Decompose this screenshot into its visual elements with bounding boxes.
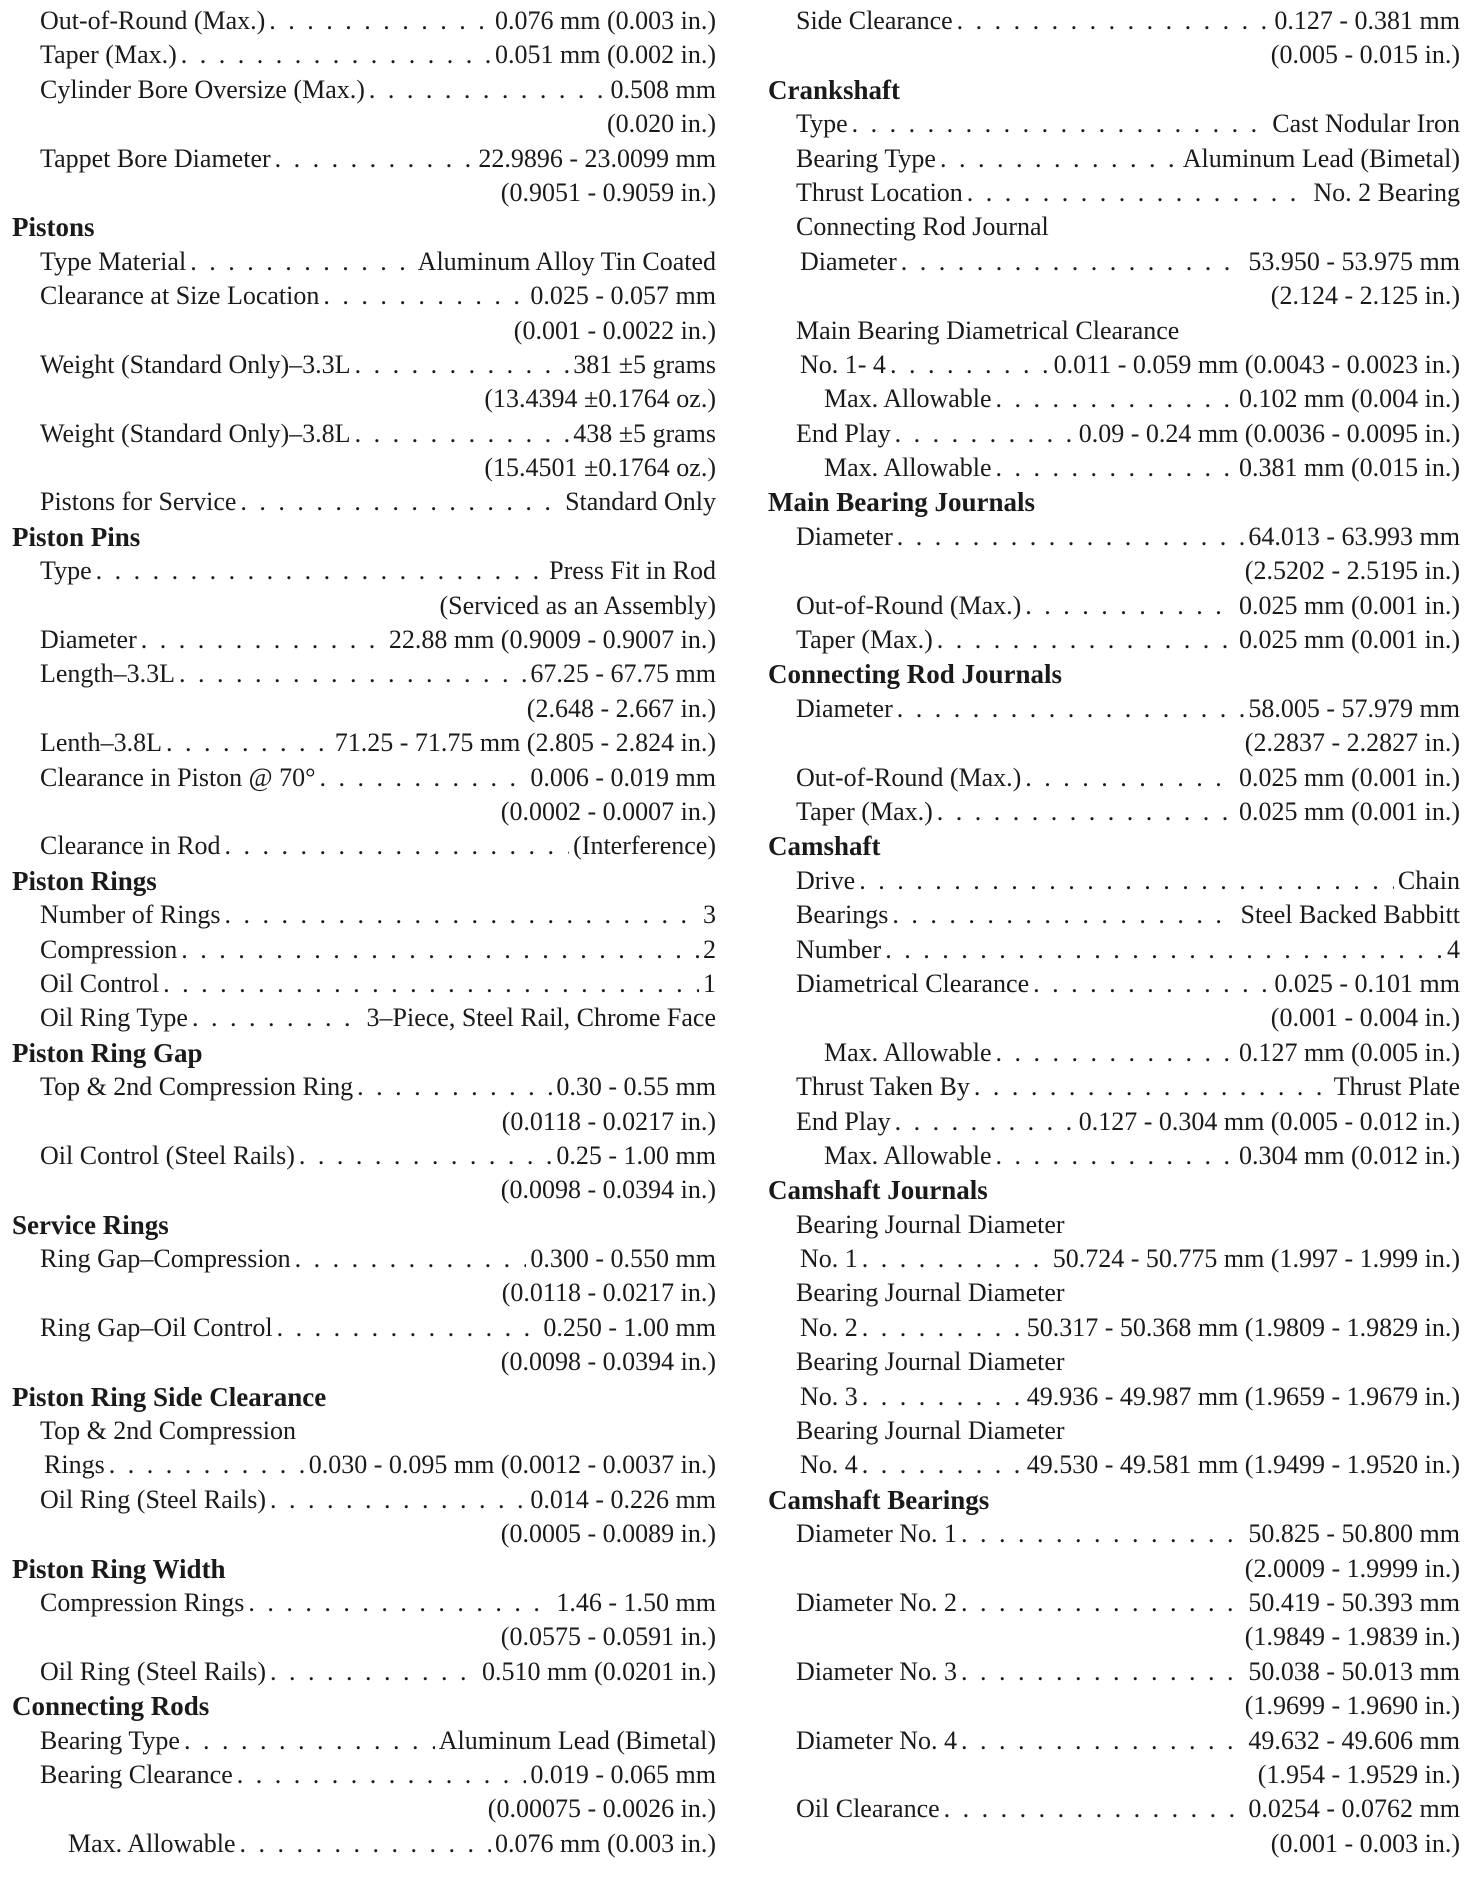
dot-leader (96, 554, 546, 588)
spec-value-continuation: (15.4501 ±0.1764 oz.) (484, 453, 716, 483)
dot-leader (277, 1311, 540, 1345)
dot-leader (895, 417, 1075, 451)
spec-label: Pistons for Service (40, 487, 237, 517)
dot-leader (961, 1517, 1244, 1551)
spec-label: Oil Control (Steel Rails) (40, 1140, 295, 1170)
spec-value: 49.632 - 49.606 mm (1248, 1725, 1460, 1755)
spec-label: Weight (Standard Only)–3.8L (40, 418, 351, 448)
spec-label: Length–3.3L (40, 659, 176, 689)
spec-label: No. 3 (800, 1381, 858, 1411)
dot-leader (141, 623, 385, 657)
spec-value: 58.005 - 57.979 mm (1248, 693, 1460, 723)
spec-row (12, 245, 716, 279)
spec-row (12, 417, 716, 451)
dot-leader (961, 1586, 1244, 1620)
spec-label: No. 4 (800, 1450, 858, 1480)
spec-row (12, 1483, 716, 1517)
dot-leader (890, 348, 1050, 382)
spec-label: Tappet Bore Diameter (40, 143, 271, 173)
spec-value-continuation: (0.0118 - 0.0217 in.) (501, 1106, 716, 1136)
dot-leader (355, 417, 570, 451)
spec-row (768, 933, 1460, 967)
spec-label: Drive (796, 865, 856, 895)
dot-leader (901, 245, 1245, 279)
spec-label: Type (796, 109, 848, 139)
dot-leader (184, 1724, 435, 1758)
spec-row (12, 933, 716, 967)
spec-value: 0.127 mm (0.005 in.) (1239, 1037, 1460, 1067)
spec-row (12, 1758, 716, 1792)
spec-label: Max. Allowable (824, 384, 992, 414)
spec-row (768, 107, 1460, 141)
section-heading: Piston Ring Width (12, 1553, 226, 1584)
spec-row (768, 1311, 1460, 1345)
dot-leader (1025, 589, 1235, 623)
spec-row (12, 829, 716, 863)
spec-value: 4 (1447, 934, 1460, 964)
dot-leader (862, 1380, 1023, 1414)
spec-value: 3–Piece, Steel Rail, Chrome Face (366, 1003, 716, 1033)
spec-label: Out-of-Round (Max.) (40, 6, 266, 35)
spec-value-continuation: (0.001 - 0.0022 in.) (513, 315, 716, 345)
spec-label: Side Clearance (796, 6, 953, 35)
section-heading: Service Rings (12, 1209, 169, 1240)
section-heading: Camshaft (768, 831, 881, 862)
spec-value: 0.381 mm (0.015 in.) (1239, 453, 1460, 483)
spec-value-continuation: (0.001 - 0.003 in.) (1270, 1828, 1460, 1858)
spec-label: Compression (40, 934, 178, 964)
spec-label: Oil Control (40, 968, 160, 998)
spec-row (12, 4, 716, 38)
dot-leader (885, 933, 1443, 967)
spec-row (12, 623, 716, 657)
spec-row (768, 520, 1460, 554)
spec-row (768, 1448, 1460, 1482)
spec-label: Out-of-Round (Max.) (796, 762, 1022, 792)
dot-leader (179, 657, 526, 691)
spec-row (768, 967, 1460, 1001)
spec-value: 50.825 - 50.800 mm (1248, 1519, 1460, 1549)
spec-value: 50.724 - 50.775 mm (1.997 - 1.999 in.) (1052, 1244, 1460, 1274)
spec-value: 3 (703, 900, 716, 930)
spec-label: Max. Allowable (824, 453, 992, 483)
spec-label: Diametrical Clearance (796, 968, 1030, 998)
spec-label: No. 1- 4 (800, 349, 886, 379)
dot-leader (323, 279, 526, 313)
spec-row (768, 898, 1460, 932)
spec-value-continuation: (0.0118 - 0.0217 in.) (501, 1278, 716, 1308)
spec-value: 0.025 mm (0.001 in.) (1239, 625, 1460, 655)
spec-label: No. 1 (800, 1244, 858, 1274)
spec-value: 0.127 - 0.381 mm (1274, 6, 1460, 35)
spec-value-continuation: (0.005 - 0.015 in.) (1270, 40, 1460, 70)
spec-value-continuation: (0.0005 - 0.0089 in.) (500, 1519, 716, 1549)
dot-leader (1033, 967, 1270, 1001)
spec-value: 0.030 - 0.095 mm (0.0012 - 0.0037 in.) (308, 1450, 716, 1480)
dot-leader (192, 1001, 363, 1035)
spec-label: Diameter No. 4 (796, 1725, 958, 1755)
dot-leader (181, 933, 699, 967)
spec-row (12, 1311, 716, 1345)
spec-value: Press Fit in Rod (549, 556, 716, 586)
dot-leader (897, 520, 1245, 554)
spec-value: 0.508 mm (610, 74, 716, 104)
section-heading: Main Bearing Journals (768, 487, 1036, 518)
spec-value: 53.950 - 53.975 mm (1248, 246, 1460, 276)
spec-value: Chain (1397, 865, 1460, 895)
spec-label: No. 2 (800, 1312, 858, 1342)
spec-label: Oil Ring (Steel Rails) (40, 1656, 267, 1686)
spec-value: 0.09 - 0.24 mm (0.0036 - 0.0095 in.) (1078, 418, 1460, 448)
spec-row (768, 1242, 1460, 1276)
spec-value: Thrust Plate (1333, 1072, 1460, 1102)
spec-row (768, 348, 1460, 382)
section-heading: Piston Rings (12, 865, 157, 896)
dot-leader (940, 142, 1179, 176)
spec-value: 64.013 - 63.993 mm (1248, 521, 1460, 551)
dot-leader (996, 1036, 1235, 1070)
spec-value: 0.127 - 0.304 mm (0.005 - 0.012 in.) (1078, 1106, 1460, 1136)
dot-leader (240, 1827, 491, 1861)
spec-label: Bearing Type (796, 143, 936, 173)
spec-row (768, 1586, 1460, 1620)
spec-value-continuation: (0.020 in.) (606, 109, 716, 139)
dot-leader (369, 73, 607, 107)
section-heading: Connecting Rods (12, 1691, 210, 1722)
spec-row (768, 1517, 1460, 1551)
spec-row (768, 589, 1460, 623)
spec-row (12, 485, 716, 519)
dot-leader (996, 451, 1235, 485)
spec-row (768, 864, 1460, 898)
spec-value: 0.025 - 0.057 mm (530, 281, 716, 311)
spec-row (768, 1655, 1460, 1689)
spec-value-continuation: (0.0098 - 0.0394 in.) (500, 1175, 716, 1205)
spec-row (768, 417, 1460, 451)
spec-value: 0.076 mm (0.003 in.) (495, 1828, 716, 1858)
spec-row (768, 623, 1460, 657)
spec-label: Number of Rings (40, 900, 221, 930)
spec-row (12, 348, 716, 382)
dot-leader (957, 4, 1271, 38)
spec-label: Diameter (796, 521, 893, 551)
spec-label: Top & 2nd Compression (40, 1416, 297, 1446)
spec-label: Ring Gap–Oil Control (40, 1312, 273, 1342)
dot-leader (859, 864, 1394, 898)
spec-label: End Play (796, 1106, 891, 1136)
dot-leader (996, 382, 1235, 416)
spec-label: Type (40, 556, 92, 586)
spec-value-continuation: (1.9699 - 1.9690 in.) (1244, 1691, 1460, 1721)
spec-row (12, 1001, 716, 1035)
dot-leader (269, 4, 491, 38)
spec-value: Aluminum Lead (Bimetal) (438, 1725, 716, 1755)
dot-leader (996, 1139, 1235, 1173)
spec-value-continuation: (0.0002 - 0.0007 in.) (500, 796, 716, 826)
spec-row (12, 1827, 716, 1861)
dot-leader (895, 1105, 1075, 1139)
dot-leader (862, 1311, 1023, 1345)
spec-value: 0.025 mm (0.001 in.) (1239, 796, 1460, 826)
spec-label: Ring Gap–Compression (40, 1244, 291, 1274)
dot-leader (109, 1448, 305, 1482)
spec-value-continuation: (2.124 - 2.125 in.) (1270, 281, 1460, 311)
spec-value: Steel Backed Babbitt (1240, 900, 1460, 930)
spec-row (12, 1724, 716, 1758)
spec-value: 1.46 - 1.50 mm (556, 1587, 716, 1617)
dot-leader (190, 245, 413, 279)
spec-row (768, 1380, 1460, 1414)
spec-value-continuation: (0.00075 - 0.0026 in.) (487, 1794, 716, 1824)
dot-leader (270, 1655, 478, 1689)
spec-label: Oil Ring Type (40, 1003, 188, 1033)
spec-label: Taper (Max.) (796, 796, 933, 826)
spec-label: Oil Ring (Steel Rails) (40, 1484, 267, 1514)
spec-row (12, 1242, 716, 1276)
spec-row (768, 382, 1460, 416)
spec-label: Compression Rings (40, 1587, 245, 1617)
spec-label: Number (796, 934, 882, 964)
spec-label: Bearing Journal Diameter (796, 1278, 1065, 1308)
spec-label: Taper (Max.) (40, 40, 177, 70)
section-heading: Piston Pins (12, 521, 141, 552)
spec-label: Cylinder Bore Oversize (Max.) (40, 74, 365, 104)
spec-value: 0.300 - 0.550 mm (530, 1244, 716, 1274)
dot-leader (225, 829, 570, 863)
spec-label: Diameter (800, 246, 897, 276)
spec-value: No. 2 Bearing (1313, 177, 1460, 207)
spec-value: 381 ±5 grams (573, 349, 716, 379)
spec-value: 0.510 mm (0.0201 in.) (482, 1656, 716, 1686)
spec-row (12, 1655, 716, 1689)
spec-value-continuation: (2.5202 - 2.5195 in.) (1244, 556, 1460, 586)
spec-value: 0.019 - 0.065 mm (530, 1759, 716, 1789)
section-heading: Connecting Rod Journals (768, 659, 1063, 690)
dot-leader (225, 898, 699, 932)
spec-value-continuation: (Serviced as an Assembly) (439, 590, 716, 620)
spec-value-continuation: (1.954 - 1.9529 in.) (1257, 1759, 1460, 1789)
spec-value-continuation: (0.0575 - 0.0591 in.) (500, 1622, 716, 1652)
spec-label: Thrust Taken By (796, 1072, 970, 1102)
spec-value: Aluminum Lead (Bimetal) (1182, 143, 1460, 173)
spec-row (12, 1448, 716, 1482)
spec-row (768, 1724, 1460, 1758)
spec-label: Connecting Rod Journal (796, 212, 1049, 242)
spec-row (12, 726, 716, 760)
spec-value-continuation: (2.648 - 2.667 in.) (526, 693, 716, 723)
spec-value: 71.25 - 71.75 mm (2.805 - 2.824 in.) (334, 728, 716, 758)
spec-value: (Interference) (573, 831, 716, 861)
dot-leader (357, 1070, 552, 1104)
spec-label: Taper (Max.) (796, 625, 933, 655)
dot-leader (974, 1070, 1330, 1104)
spec-label: Thrust Location (796, 177, 963, 207)
spec-label: Main Bearing Diametrical Clearance (796, 315, 1180, 345)
spec-label: Bearing Journal Diameter (796, 1209, 1065, 1239)
spec-label: Diameter No. 1 (796, 1519, 958, 1549)
spec-row (768, 1070, 1460, 1104)
section-heading: Crankshaft (768, 74, 901, 105)
spec-value: 438 ±5 grams (573, 418, 716, 448)
spec-value: 22.9896 - 23.0099 mm (478, 143, 716, 173)
spec-value: 0.25 - 1.00 mm (556, 1140, 716, 1170)
spec-value: 0.102 mm (0.004 in.) (1239, 384, 1460, 414)
spec-value: 0.304 mm (0.012 in.) (1239, 1140, 1460, 1170)
dot-leader (937, 795, 1235, 829)
spec-value: 0.0254 - 0.0762 mm (1248, 1794, 1460, 1824)
spec-row (12, 73, 716, 107)
spec-value: 0.025 mm (0.001 in.) (1239, 762, 1460, 792)
spec-row (768, 1792, 1460, 1826)
spec-row (12, 967, 716, 1001)
spec-value-continuation: (2.2837 - 2.2827 in.) (1244, 728, 1460, 758)
dot-leader (961, 1724, 1244, 1758)
dot-leader (295, 1242, 527, 1276)
spec-label: Out-of-Round (Max.) (796, 590, 1022, 620)
spec-label: Type Material (40, 246, 187, 276)
spec-row (12, 657, 716, 691)
spec-label: Rings (44, 1450, 105, 1480)
spec-value: Standard Only (565, 487, 716, 517)
spec-label: End Play (796, 418, 891, 448)
spec-value-continuation: (0.9051 - 0.9059 in.) (500, 177, 716, 207)
dot-leader (355, 348, 570, 382)
spec-label: Diameter No. 3 (796, 1656, 958, 1686)
dot-leader (275, 142, 475, 176)
spec-label: Diameter (796, 693, 893, 723)
spec-row (768, 1139, 1460, 1173)
spec-label: Lenth–3.8L (40, 728, 163, 758)
spec-label: Weight (Standard Only)–3.3L (40, 349, 351, 379)
spec-value: 0.051 mm (0.002 in.) (495, 40, 716, 70)
spec-value: 0.011 - 0.059 mm (0.0043 - 0.0023 in.) (1053, 349, 1460, 379)
spec-row (12, 761, 716, 795)
spec-label: Diameter No. 2 (796, 1587, 958, 1617)
dot-leader (299, 1139, 552, 1173)
spec-row (12, 1586, 716, 1620)
spec-label: Diameter (40, 625, 137, 655)
dot-leader (944, 1792, 1245, 1826)
spec-row (768, 692, 1460, 726)
spec-label: Bearing Journal Diameter (796, 1416, 1065, 1446)
spec-label: Clearance at Size Location (40, 281, 320, 311)
dot-leader (320, 761, 527, 795)
section-heading: Piston Ring Side Clearance (12, 1381, 327, 1412)
spec-label: Max. Allowable (824, 1140, 992, 1170)
spec-value-continuation: (2.0009 - 1.9999 in.) (1244, 1553, 1460, 1583)
spec-row (768, 1105, 1460, 1139)
spec-label: Bearing Clearance (40, 1759, 233, 1789)
spec-row (768, 1036, 1460, 1070)
spec-value: 0.014 - 0.226 mm (530, 1484, 716, 1514)
spec-value: 0.025 mm (0.001 in.) (1239, 590, 1460, 620)
section-heading: Camshaft Journals (768, 1175, 988, 1206)
spec-value: 49.936 - 49.987 mm (1.9659 - 1.9679 in.) (1026, 1381, 1460, 1411)
spec-label: Max. Allowable (824, 1037, 992, 1067)
spec-label: Bearing Journal Diameter (796, 1347, 1065, 1377)
spec-label: Oil Clearance (796, 1794, 940, 1824)
dot-leader (852, 107, 1269, 141)
spec-row (12, 1070, 716, 1104)
section-heading: Pistons (12, 212, 95, 243)
dot-leader (166, 726, 331, 760)
spec-value: 0.006 - 0.019 mm (530, 762, 716, 792)
spec-label: Top & 2nd Compression Ring (40, 1072, 354, 1102)
dot-leader (961, 1655, 1244, 1689)
section-heading: Piston Ring Gap (12, 1037, 203, 1068)
section-heading: Camshaft Bearings (768, 1484, 990, 1515)
dot-leader (892, 898, 1236, 932)
spec-value: 2 (703, 934, 716, 964)
spec-value: 50.317 - 50.368 mm (1.9809 - 1.9829 in.) (1026, 1312, 1460, 1342)
spec-value: 50.419 - 50.393 mm (1248, 1587, 1460, 1617)
dot-leader (862, 1448, 1023, 1482)
spec-value: 49.530 - 49.581 mm (1.9499 - 1.9520 in.) (1026, 1450, 1460, 1480)
spec-row (12, 279, 716, 313)
spec-value-continuation: (0.0098 - 0.0394 in.) (500, 1347, 716, 1377)
spec-row (768, 451, 1460, 485)
spec-row (768, 4, 1460, 38)
right-column (768, 4, 1460, 1861)
spec-label: Bearing Type (40, 1725, 180, 1755)
spec-row (768, 795, 1460, 829)
spec-row (12, 554, 716, 588)
spec-value: 67.25 - 67.75 mm (530, 659, 716, 689)
spec-row (768, 176, 1460, 210)
dot-leader (967, 176, 1310, 210)
dot-leader (270, 1483, 526, 1517)
spec-row (12, 1139, 716, 1173)
dot-leader (237, 1758, 527, 1792)
spec-label: Clearance in Piston @ 70° (40, 762, 316, 792)
spec-label: Max. Allowable (68, 1828, 236, 1858)
spec-label: Clearance in Rod (40, 831, 221, 861)
spec-value: 22.88 mm (0.9009 - 0.9007 in.) (388, 625, 716, 655)
dot-leader (163, 967, 699, 1001)
spec-value: 50.038 - 50.013 mm (1248, 1656, 1460, 1686)
spec-row (768, 761, 1460, 795)
spec-value: 1 (703, 968, 716, 998)
spec-value: 0.025 - 0.101 mm (1274, 968, 1460, 998)
dot-leader (862, 1242, 1049, 1276)
spec-value: Cast Nodular Iron (1272, 109, 1460, 139)
spec-row (12, 38, 716, 72)
spec-row (768, 142, 1460, 176)
spec-row (12, 142, 716, 176)
dot-leader (181, 38, 491, 72)
spec-value: 0.076 mm (0.003 in.) (495, 6, 716, 35)
dot-leader (897, 692, 1245, 726)
spec-value-continuation: (13.4394 ±0.1764 oz.) (484, 384, 716, 414)
spec-value-continuation: (0.001 - 0.004 in.) (1270, 1003, 1460, 1033)
dot-leader (1025, 761, 1235, 795)
dot-leader (240, 485, 561, 519)
spec-value: Aluminum Alloy Tin Coated (417, 246, 716, 276)
spec-row (768, 245, 1460, 279)
spec-value: 0.30 - 0.55 mm (556, 1072, 716, 1102)
dot-leader (937, 623, 1235, 657)
spec-label: Bearings (796, 900, 889, 930)
spec-row (12, 898, 716, 932)
spec-value-continuation: (1.9849 - 1.9839 in.) (1244, 1622, 1460, 1652)
dot-leader (248, 1586, 552, 1620)
left-column (12, 4, 716, 1861)
spec-value: 0.250 - 1.00 mm (543, 1312, 716, 1342)
